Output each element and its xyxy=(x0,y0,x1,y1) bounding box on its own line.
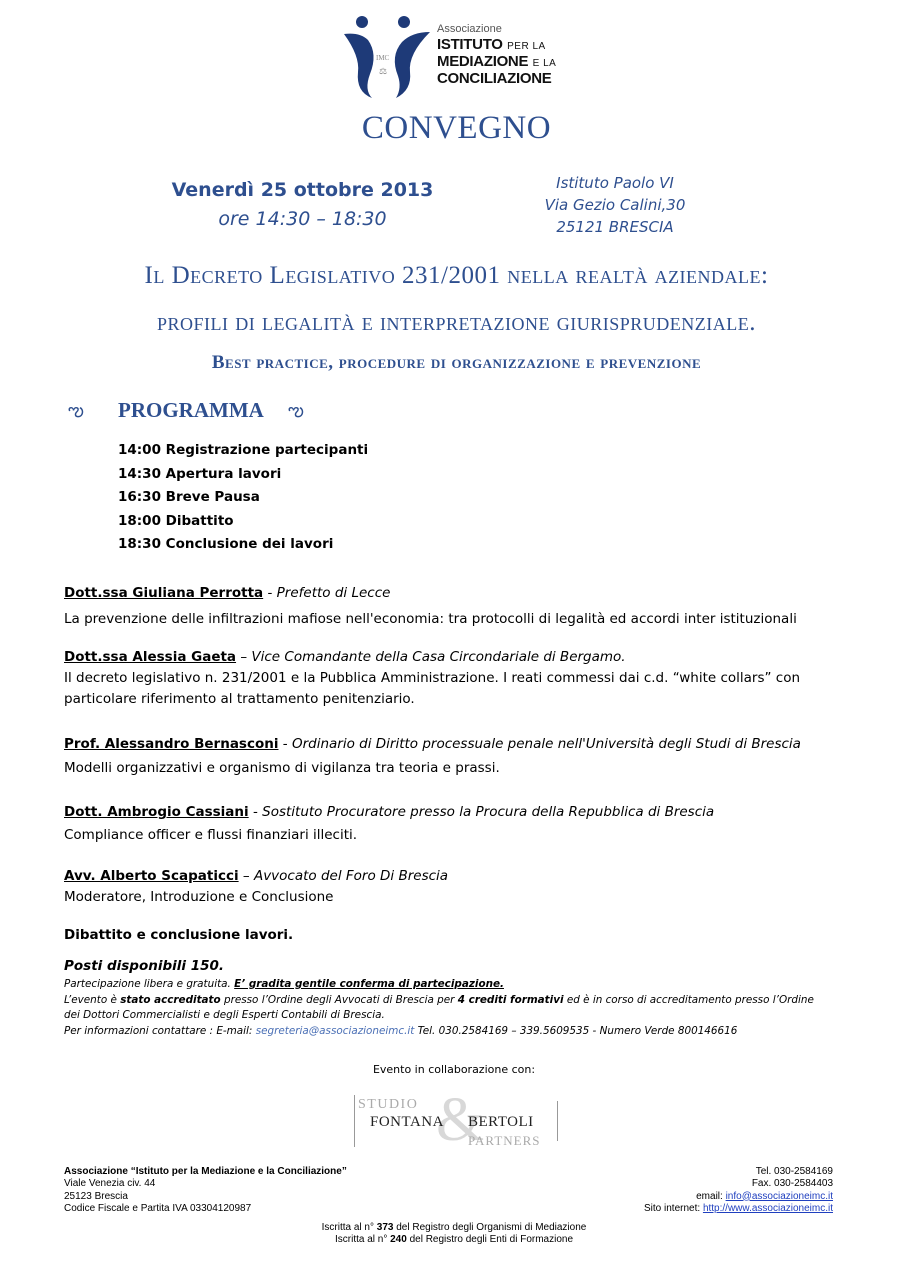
svg-text:IMC: IMC xyxy=(376,54,390,62)
notes-line4-a: Per informazioni contattare : E-mail: xyxy=(64,1024,256,1037)
notes-block xyxy=(64,977,854,1039)
speaker-topic: Moderatore, Introduzione e Conclusione xyxy=(64,889,334,905)
speaker-sep: - xyxy=(278,736,292,752)
speaker-block xyxy=(64,802,854,846)
logo-line2-small: E LA xyxy=(532,58,557,69)
logo-figures-icon xyxy=(340,14,432,100)
closing-text: Dibattito e conclusione lavori. xyxy=(64,927,294,943)
footer-address1: Viale Venezia civ. 44 xyxy=(64,1178,156,1190)
footer-left xyxy=(64,1166,347,1215)
speaker-block xyxy=(64,647,834,710)
footer-fax: Fax. 030-2584403 xyxy=(751,1178,833,1190)
speaker-topic: Compliance officer e flussi finanziari illeciti. xyxy=(64,827,358,843)
programma-list xyxy=(118,439,368,557)
footer-registry xyxy=(0,1222,908,1247)
speaker-topic: La prevenzione delle infiltrazioni mafiose nell'economia: tra protocolli di legalità ed accordi inter istituzionali xyxy=(64,611,797,627)
programma-item: 14:00 Registrazione partecipanti xyxy=(118,442,369,458)
speaker-role: Vice Comandante della Casa Circondariale di Bergamo. xyxy=(251,649,626,665)
speaker-role: Prefetto di Lecce xyxy=(276,585,391,601)
partner-studio: STUDIO xyxy=(358,1097,419,1112)
speaker-name: Avv. Alberto Scapaticci xyxy=(64,868,239,884)
ornament-left-icon: ఌ xyxy=(68,400,84,421)
reg1-num: 373 xyxy=(376,1222,394,1233)
speaker-name: Prof. Alessandro Bernasconi xyxy=(64,736,279,752)
speaker-block xyxy=(64,866,854,908)
speaker-sep: - xyxy=(263,585,277,601)
footer-tax: Codice Fiscale e Partita IVA 03304120987 xyxy=(64,1202,252,1214)
speaker-sep: – xyxy=(236,649,252,665)
notes-line4-b: Tel. 030.2584169 – 339.5609535 - Numero Verde 800146616 xyxy=(414,1024,738,1037)
notes-line2-b: stato accreditato xyxy=(120,993,221,1006)
collab-label: Evento in collaborazione con: xyxy=(372,1063,536,1076)
programma-item: 14:30 Apertura lavori xyxy=(118,465,282,482)
reg2-b: del Registro degli Enti di Formazione xyxy=(406,1234,574,1246)
headline-line1: Il Decreto Legislativo 231/2001 nella realtà aziendale: xyxy=(144,262,769,289)
speaker-block xyxy=(64,734,854,779)
ornament-right-icon: ఌ xyxy=(288,400,304,421)
speaker-topic: Il decreto legislativo n. 231/2001 e la Pubblica Amministrazione. I reati commessi dai c.d. “white collars” con particolare riferimento al trattamento penitenziario. xyxy=(64,670,801,707)
programma-heading: PROGRAMMA xyxy=(118,398,264,422)
logo-assoc-label: Associazione xyxy=(437,23,502,35)
notes-line2-e: ed è in corso di accreditamento presso l’Ordine xyxy=(563,993,814,1006)
event-date: Venerdì 25 ottobre 2013 xyxy=(171,179,434,201)
speaker-name: Dott.ssa Alessia Gaeta xyxy=(64,649,237,665)
notes-line1-b: E’ gradita gentile conferma di partecipazione. xyxy=(234,978,504,990)
speaker-role: Avvocato del Foro Di Brescia xyxy=(253,868,449,884)
footer-org: Associazione “Istituto per la Mediazione e la Conciliazione” xyxy=(64,1166,347,1177)
speaker-name: Dott.ssa Giuliana Perrotta xyxy=(64,585,264,601)
speaker-name: Dott. Ambrogio Cassiani xyxy=(64,804,249,820)
event-venue xyxy=(520,172,710,238)
logo-line1: ISTITUTO xyxy=(437,36,503,53)
reg2-num: 240 xyxy=(390,1234,407,1246)
partner-bertoli: BERTOLI xyxy=(468,1114,534,1130)
speaker-role: Sostituto Procuratore presso la Procura della Repubblica di Brescia xyxy=(262,804,715,820)
reg2-a: Iscritta al n° xyxy=(334,1234,391,1246)
programma-item: 16:30 Breve Pausa xyxy=(118,489,260,505)
logo-line2: MEDIAZIONE xyxy=(437,53,529,70)
footer-address2: 25123 Brescia xyxy=(64,1190,128,1202)
partner-ampersand-icon: & xyxy=(436,1086,485,1154)
headline-line2: profili di legalità e interpretazione giurisprudenziale. xyxy=(157,309,756,336)
reg1-a: Iscritta al n° xyxy=(321,1222,377,1233)
event-hours: ore 14:30 – 18:30 xyxy=(218,208,387,230)
footer-email-link[interactable]: info@associazioneimc.it xyxy=(725,1190,833,1202)
partner-logo xyxy=(352,1086,562,1154)
partner-fontana: FONTANA xyxy=(370,1114,444,1130)
venue-line1: Istituto Paolo VI xyxy=(556,174,674,192)
footer-tel: Tel. 030-2584169 xyxy=(755,1166,833,1177)
headline-line3: Best practice, procedure di organizzazione e prevenzione xyxy=(211,352,702,373)
programma-item: 18:00 Dibattito xyxy=(118,512,234,529)
speaker-topic: Modelli organizzativi e organismo di vigilanza tra teoria e prassi. xyxy=(64,760,500,776)
speaker-sep: - xyxy=(248,804,263,820)
notes-line2-a: L’evento è xyxy=(64,993,121,1006)
page-title: CONVEGNO xyxy=(361,110,552,146)
footer-email-label: email: xyxy=(696,1190,726,1202)
programma-item: 18:30 Conclusione dei lavori xyxy=(118,536,334,552)
notes-line3: dei Dottori Commercialisti e degli Esperti Contabili di Brescia. xyxy=(64,1009,385,1021)
svg-text:⚖: ⚖ xyxy=(379,67,388,77)
association-logo xyxy=(340,14,580,100)
partner-partners: PARTNERS xyxy=(468,1133,541,1148)
notes-line2-c: presso l’Ordine degli Avvocati di Brescia per xyxy=(220,993,458,1006)
notes-line2-d: 4 crediti formativi xyxy=(457,993,564,1006)
footer-site-label: Sito internet: xyxy=(644,1202,703,1214)
notes-line1-a: Partecipazione libera e gratuita. xyxy=(64,978,235,990)
speaker-role: Ordinario di Diritto processuale penale nell'Università degli Studi di Brescia xyxy=(291,736,801,752)
logo-line3: CONCILIAZIONE xyxy=(437,70,552,87)
contact-email-link[interactable]: segreteria@associazioneimc.it xyxy=(255,1024,415,1037)
speaker-sep: – xyxy=(238,868,254,884)
venue-line3: 25121 BRESCIA xyxy=(556,218,674,236)
venue-line2: Via Gezio Calini,30 xyxy=(544,196,686,214)
posti-disponibili: Posti disponibili 150. xyxy=(64,958,225,974)
reg1-b: del Registro degli Organismi di Mediazione xyxy=(393,1222,587,1233)
logo-line1-small: PER LA xyxy=(507,41,546,52)
speaker-block xyxy=(64,583,854,630)
footer-site-link[interactable]: http://www.associazioneimc.it xyxy=(702,1202,833,1214)
footer-right xyxy=(644,1166,833,1215)
